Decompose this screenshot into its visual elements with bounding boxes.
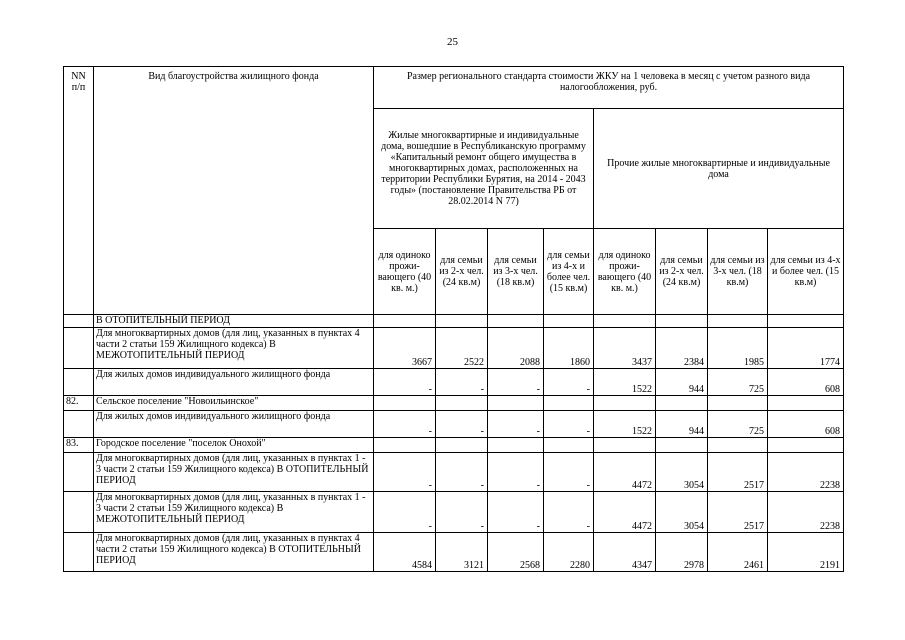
col-a-single: для одиноко прожи-вающего (40 кв. м.) (374, 229, 436, 315)
cell-value: - (374, 411, 436, 438)
cell-value (544, 438, 594, 453)
cell-value: 2088 (488, 328, 544, 369)
cell-value: 1985 (708, 328, 768, 369)
cell-value: 3121 (436, 533, 488, 572)
header-num: NN п/п (64, 67, 94, 315)
cell-value (594, 315, 656, 328)
header-group-other: Прочие жилые многоквартирные и индивидуальные дома (594, 109, 844, 229)
cell-value: 4347 (594, 533, 656, 572)
cell-value (768, 438, 844, 453)
cell-value: 3054 (656, 492, 708, 533)
cell-value: - (374, 492, 436, 533)
cell-value: 1860 (544, 328, 594, 369)
cell-value: 3667 (374, 328, 436, 369)
cell-value: 2517 (708, 492, 768, 533)
row-num: 82. (64, 396, 94, 411)
cell-value (436, 315, 488, 328)
cell-value: 944 (656, 411, 708, 438)
row-text: Для многоквартирных домов (для лиц, указанных в пунктах 1 - 3 части 2 статьи 159 Жилищного кодекса) В ОТОПИТЕЛЬНЫЙ ПЕРИОД (94, 453, 374, 492)
cell-value: 2568 (488, 533, 544, 572)
row-num (64, 453, 94, 492)
col-b-family-3: для семьи из 3-х чел. (18 кв.м) (708, 229, 768, 315)
col-b-single: для одиноко прожи-вающего (40 кв. м.) (594, 229, 656, 315)
row-num (64, 328, 94, 369)
cell-value: - (436, 453, 488, 492)
cell-value: - (436, 369, 488, 396)
cell-value: - (374, 453, 436, 492)
row-text: Для жилых домов индивидуального жилищного фонда (94, 411, 374, 438)
table-row (64, 492, 844, 533)
cell-value (436, 396, 488, 411)
row-num (64, 492, 94, 533)
row-num (64, 315, 94, 328)
cell-value: 2280 (544, 533, 594, 572)
cell-value: 2978 (656, 533, 708, 572)
cell-value: 4472 (594, 453, 656, 492)
row-text: Для многоквартирных домов (для лиц, указанных в пунктах 1 - 3 части 2 статьи 159 Жилищного кодекса) В МЕЖОТОПИТЕЛЬНЫЙ ПЕРИОД (94, 492, 374, 533)
row-text: Сельское поселение "Новоильинское" (94, 396, 374, 411)
row-text: Для жилых домов индивидуального жилищного фонда (94, 369, 374, 396)
row-num (64, 411, 94, 438)
cell-value (708, 438, 768, 453)
cell-value (708, 396, 768, 411)
cell-value: 1522 (594, 369, 656, 396)
cell-value: 608 (768, 369, 844, 396)
cell-value (708, 315, 768, 328)
col-a-family-3: для семьи из 3-х чел. (18 кв.м) (488, 229, 544, 315)
header-size: Размер регионального стандарта стоимости ЖКУ на 1 человека в месяц с учетом разного вида налогообложения, руб. (374, 67, 844, 109)
cell-value (374, 438, 436, 453)
col-a-family-2: для семьи из 2-х чел. (24 кв.м) (436, 229, 488, 315)
cell-value: 1774 (768, 328, 844, 369)
table-row (64, 438, 844, 453)
cell-value: 725 (708, 411, 768, 438)
row-num: 83. (64, 438, 94, 453)
cell-value (488, 438, 544, 453)
cell-value (488, 396, 544, 411)
header-group-capital-repair: Жилые многоквартирные и индивидуальные дома, вошедшие в Республиканскую программу «Капитальный ремонт общего имущества в многоквартирных домах, расположенных на территории Республики Бурятия, на 2014 - 2043 годы» (постановление Правительства РБ от 28.02.2014 N 77) (374, 109, 594, 229)
cell-value: - (488, 453, 544, 492)
cell-value: - (488, 369, 544, 396)
cell-value: - (544, 492, 594, 533)
col-b-family-2: для семьи из 2-х чел. (24 кв.м) (656, 229, 708, 315)
cell-value: 2461 (708, 533, 768, 572)
table-row (64, 453, 844, 492)
cell-value (544, 315, 594, 328)
cell-value: 2522 (436, 328, 488, 369)
cell-value: 725 (708, 369, 768, 396)
page-number: 25 (447, 36, 458, 48)
cell-value (594, 396, 656, 411)
cell-value: - (436, 411, 488, 438)
cell-value: - (436, 492, 488, 533)
table-row (64, 369, 844, 396)
cell-value: 3054 (656, 453, 708, 492)
cell-value: - (544, 411, 594, 438)
cell-value: - (374, 369, 436, 396)
cell-value (768, 396, 844, 411)
cell-value (656, 396, 708, 411)
cell-value: 2517 (708, 453, 768, 492)
cell-value (544, 396, 594, 411)
cell-value: 2238 (768, 453, 844, 492)
table-row (64, 328, 844, 369)
cell-value: 1522 (594, 411, 656, 438)
cell-value: - (544, 369, 594, 396)
cell-value: 944 (656, 369, 708, 396)
header-type: Вид благоустройства жилищного фонда (94, 67, 374, 315)
cell-value (488, 315, 544, 328)
row-text: Для многоквартирных домов (для лиц, указанных в пунктах 4 части 2 статьи 159 Жилищного кодекса) В ОТОПИТЕЛЬНЫЙ ПЕРИОД (94, 533, 374, 572)
table-row (64, 315, 844, 328)
row-num (64, 369, 94, 396)
row-num (64, 533, 94, 572)
cell-value: 2238 (768, 492, 844, 533)
cell-value (374, 396, 436, 411)
cell-value: 3437 (594, 328, 656, 369)
cell-value: 2191 (768, 533, 844, 572)
cell-value (656, 438, 708, 453)
tariff-table (63, 66, 844, 572)
cell-value: 4472 (594, 492, 656, 533)
cell-value: - (488, 411, 544, 438)
cell-value: 2384 (656, 328, 708, 369)
row-text: Городское поселение "поселок Онохой" (94, 438, 374, 453)
cell-value: 4584 (374, 533, 436, 572)
cell-value (436, 438, 488, 453)
cell-value (768, 315, 844, 328)
table-row (64, 411, 844, 438)
row-text: Для многоквартирных домов (для лиц, указанных в пунктах 4 части 2 статьи 159 Жилищного кодекса) В МЕЖОТОПИТЕЛЬНЫЙ ПЕРИОД (94, 328, 374, 369)
col-b-family-4: для семьи из 4-х и более чел. (15 кв.м) (768, 229, 844, 315)
cell-value: 608 (768, 411, 844, 438)
cell-value (594, 438, 656, 453)
row-text: В ОТОПИТЕЛЬНЫЙ ПЕРИОД (94, 315, 374, 328)
table-row (64, 533, 844, 572)
col-a-family-4: для семьи из 4-х и более чел. (15 кв.м) (544, 229, 594, 315)
cell-value (656, 315, 708, 328)
cell-value: - (488, 492, 544, 533)
cell-value (374, 315, 436, 328)
cell-value: - (544, 453, 594, 492)
table-row (64, 396, 844, 411)
